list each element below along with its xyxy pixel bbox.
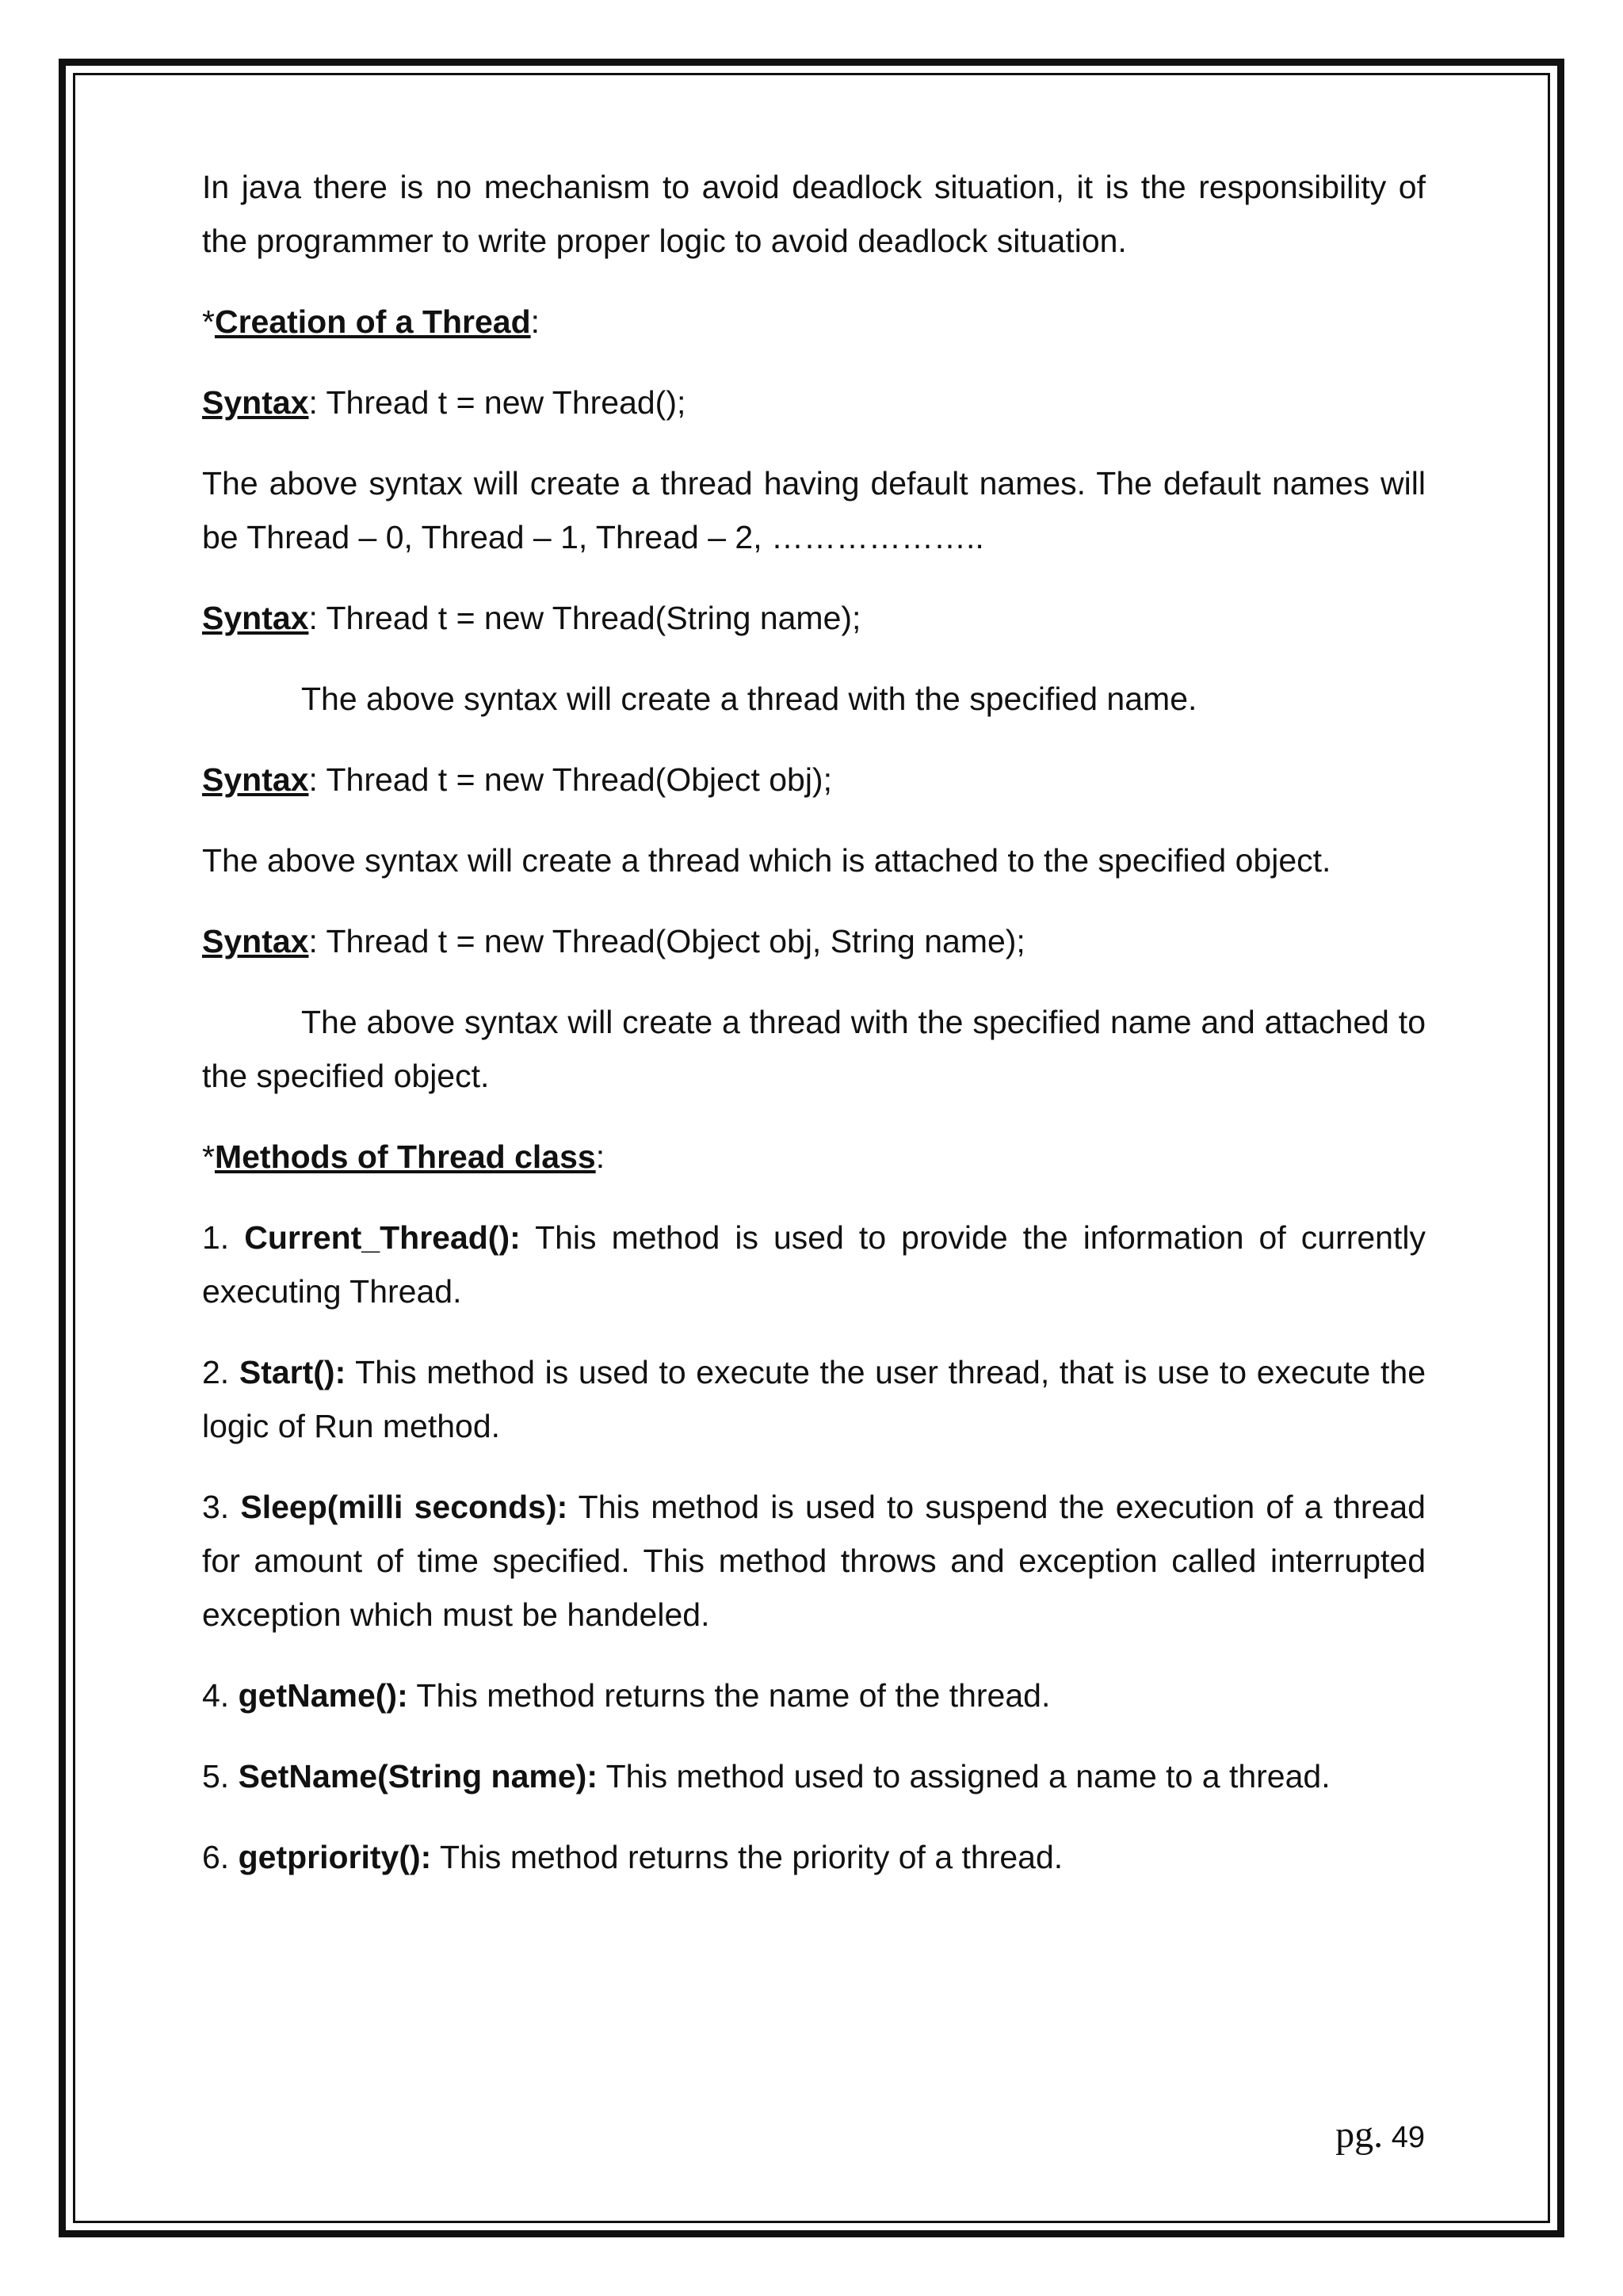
method-number: 2. [202, 1354, 230, 1390]
page-number: 49 [1391, 2121, 1425, 2154]
method-description: This method is used to execute the user thread, that is use to execute the logic of Run method. [202, 1354, 1426, 1444]
syntax-line [202, 753, 1426, 807]
page-footer [1335, 2115, 1425, 2157]
method-item [202, 1345, 1426, 1453]
syntax-description: The above syntax will create a thread which is attached to the specified object. [202, 842, 1331, 879]
syntax-description: The above syntax will create a thread having default names. The default names will be Thread – 0, Thread – 1, Thread – 2, ……………….. [202, 465, 1426, 555]
creation-heading [202, 295, 1426, 349]
syntax-code: : Thread t = new Thread(String name); [308, 600, 861, 636]
method-item [202, 1211, 1426, 1318]
method-number: 1. [202, 1219, 230, 1256]
method-description: This method returns the priority of a thread. [439, 1839, 1064, 1875]
creation-heading-suffix: : [530, 303, 540, 340]
syntax-label: Syntax [202, 600, 309, 636]
method-name: Current_Thread(): [244, 1219, 521, 1256]
syntax-label: Syntax [202, 923, 309, 959]
syntax-code: : Thread t = new Thread(); [308, 384, 686, 421]
creation-heading-title: Creation of a Thread [214, 303, 531, 340]
intro-paragraph: In java there is no mechanism to avoid deadlock situation, it is the responsibility of the programmer to write proper logic to avoid deadlock situation. [202, 169, 1426, 259]
methods-heading-prefix: * [202, 1138, 215, 1175]
syntax-description: The above syntax will create a thread with the specified name. [301, 681, 1197, 717]
page-label: pg. [1335, 2114, 1384, 2156]
method-number: 4. [202, 1677, 230, 1714]
method-description: This method is used to suspend the execution of a thread for amount of time specified. This method throws and exception called interrupted exception which must be handeled. [202, 1489, 1426, 1633]
syntax-code: : Thread t = new Thread(Object obj); [308, 761, 832, 798]
method-description: This method is used to provide the information of currently executing Thread. [202, 1219, 1426, 1310]
method-name: SetName(String name): [238, 1758, 598, 1794]
method-item [202, 1480, 1426, 1642]
syntax-label: Syntax [202, 384, 309, 421]
method-number: 3. [202, 1489, 230, 1525]
syntax-line [202, 914, 1426, 968]
method-item [202, 1669, 1426, 1722]
method-number: 6. [202, 1839, 230, 1875]
method-item [202, 1749, 1426, 1803]
method-name: getpriority(): [238, 1839, 432, 1875]
method-name: Sleep(milli seconds): [240, 1489, 568, 1525]
method-item [202, 1830, 1426, 1884]
syntax-code: : Thread t = new Thread(Object obj, String name); [308, 923, 1025, 959]
method-description: This method used to assigned a name to a thread. [605, 1758, 1331, 1794]
syntax-line [202, 591, 1426, 645]
syntax-line [202, 376, 1426, 429]
method-name: Start(): [239, 1354, 346, 1390]
method-number: 5. [202, 1758, 230, 1794]
method-description: This method returns the name of the thread. [416, 1677, 1051, 1714]
methods-heading [202, 1130, 1426, 1184]
method-name: getName(): [238, 1677, 408, 1714]
methods-heading-suffix: : [595, 1138, 605, 1175]
creation-heading-prefix: * [202, 303, 215, 340]
syntax-description: The above syntax will create a thread with the specified name and attached to the specified object. [202, 1004, 1426, 1094]
syntax-label: Syntax [202, 761, 309, 798]
methods-heading-title: Methods of Thread class [214, 1138, 596, 1175]
page-content [202, 160, 1426, 1911]
